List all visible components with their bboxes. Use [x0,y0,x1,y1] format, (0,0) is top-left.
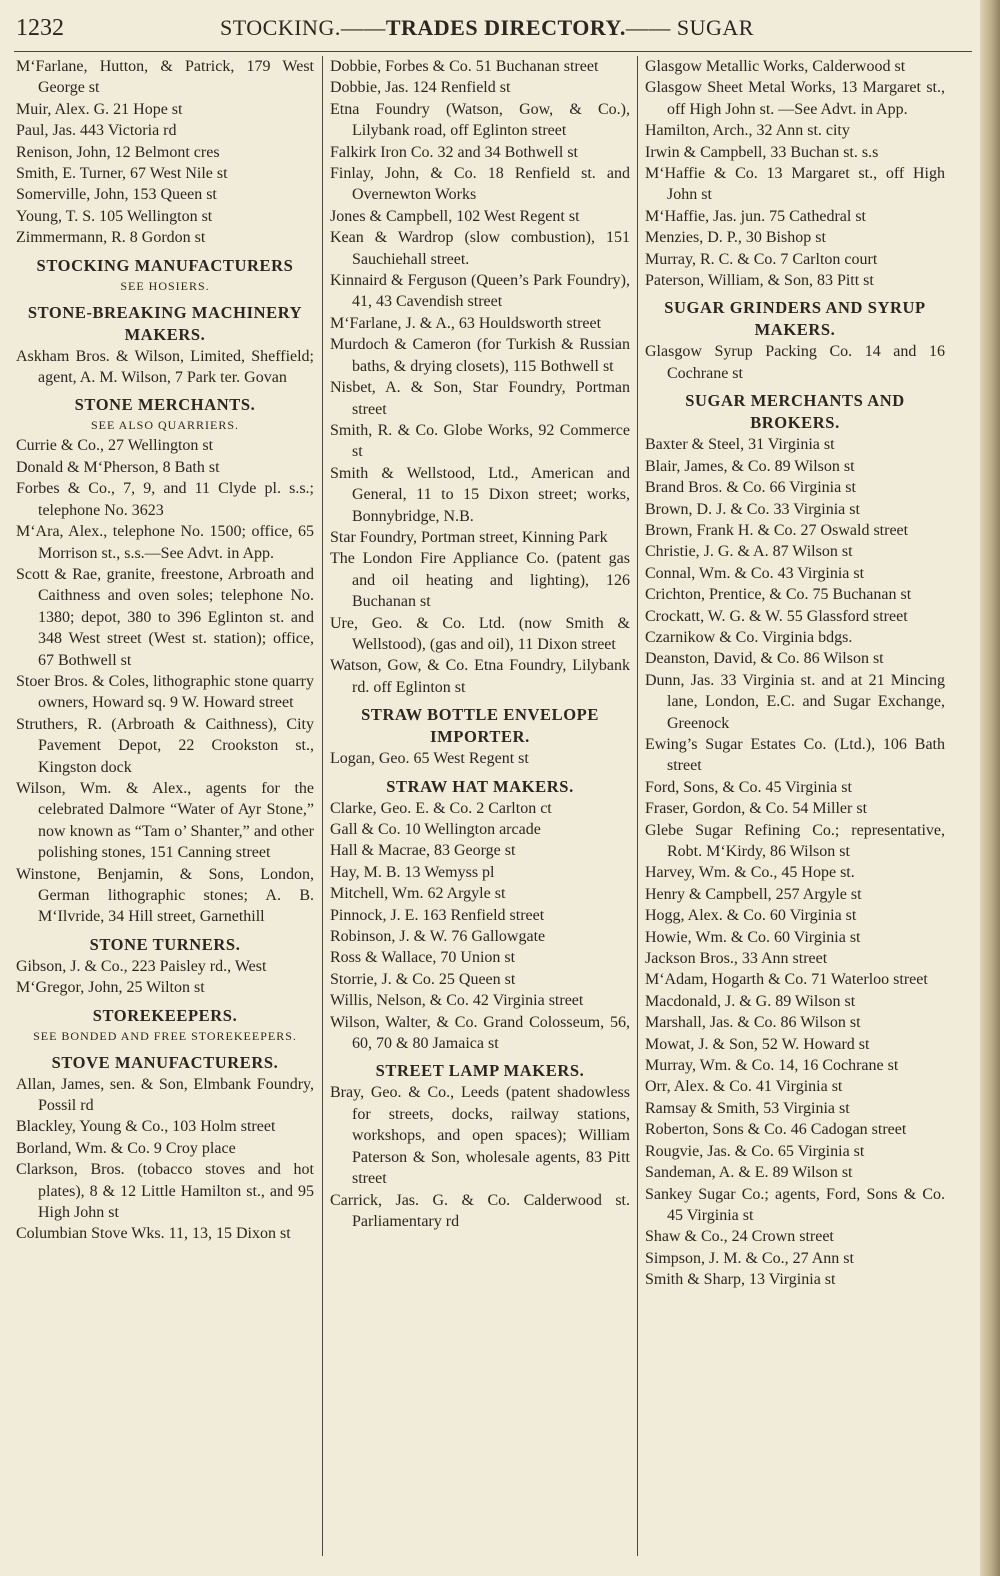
directory-entry: Smith, E. Turner, 67 West Nile st [16,165,228,183]
directory-entry: Brown, Frank H. & Co. 27 Oswald street [645,521,909,539]
directory-entry: Mitchell, Wm. 62 Argyle st [330,885,506,903]
directory-entry: Brown, D. J. & Co. 33 Virginia st [645,500,860,518]
directory-entry: Christie, J. G. & A. 87 Wilson st [645,543,853,561]
directory-entry: M‘Gregor, John, 25 Wilton st [16,979,205,997]
directory-entry: Hamilton, Arch., 32 Ann st. city [645,122,850,140]
directory-entry: Sankey Sugar Co.; agents, Ford, Sons & Co. 45 Virginia st [645,1185,945,1224]
section-heading: SUGAR MERCHANTS AND BROKERS. [685,391,905,433]
directory-entry: Ure, Geo. & Co. Ltd. (now Smith & Wellstood), (gas and oil), 11 Dixon street [330,614,630,653]
directory-entry: Baxter & Steel, 31 Virginia st [645,436,835,454]
directory-entry: Marshall, Jas. & Co. 86 Wilson st [645,1014,861,1032]
directory-entry: Rougvie, Jas. & Co. 65 Virginia st [645,1142,865,1160]
directory-entry: Forbes & Co., 7, 9, and 11 Clyde pl. s.s.; telephone No. 3623 [16,480,314,519]
directory-entry: Robinson, J. & W. 76 Gallowgate [330,928,546,946]
directory-entry: Roberton, Sons & Co. 46 Cadogan street [645,1121,907,1139]
section-heading: STRAW HAT MAKERS. [386,776,574,796]
directory-entry: Blair, James, & Co. 89 Wilson st [645,457,855,475]
column-1 [16,56,314,1566]
header-right-word: SUGAR [676,15,754,40]
directory-entry: Smith & Sharp, 13 Virginia st [645,1271,836,1289]
directory-entry: M‘Farlane, J. & A., 63 Houldsworth street [330,314,602,332]
section-heading: STOVE MANUFACTURERS. [51,1052,279,1072]
directory-entry: Smith & Wellstood, Ltd., American and General, 11 to 15 Dixon street; works, Bonnybridge, N.B. [330,464,630,525]
column-3 [645,56,945,1566]
directory-entry: M‘Adam, Hogarth & Co. 71 Waterloo street [645,971,928,989]
directory-entry: Blackley, Young & Co., 103 Holm street [16,1118,276,1136]
column-divider [637,56,638,1556]
directory-entry: Kean & Wardrop (slow combustion), 151 Sauchiehall street. [330,229,630,268]
directory-entry: Murray, R. C. & Co. 7 Carlton court [645,250,878,268]
directory-entry: Dobbie, Jas. 124 Renfield st [330,79,511,97]
directory-entry: Currie & Co., 27 Wellington st [16,437,214,455]
section-note: SEE BONDED AND FREE STOREKEEPERS. [33,1028,297,1043]
directory-entry: Czarnikow & Co. Virginia bdgs. [645,628,853,646]
directory-entry: Sandeman, A. & E. 89 Wilson st [645,1164,853,1182]
directory-entry: Carrick, Jas. G. & Co. Calderwood st. Parliamentary rd [330,1191,630,1230]
directory-entry: Irwin & Campbell, 33 Buchan st. s.s [645,143,879,161]
directory-entry: The London Fire Appliance Co. (patent gas and oil heating and lighting), 126 Buchanan st [330,550,630,611]
directory-entry: Macdonald, J. & G. 89 Wilson st [645,992,856,1010]
directory-entry: Glasgow Syrup Packing Co. 14 and 16 Cochrane st [645,343,945,382]
directory-entry: Bray, Geo. & Co., Leeds (patent shadowless for streets, docks, railway stations, workshops, and open spaces); William Paterson & Son, wholesale agents, 83 Pitt street [330,1084,630,1188]
directory-entry: Struthers, R. (Arbroath & Caithness), City Pavement Depot, 22 Crookston st., Kingston dock [16,715,314,776]
directory-entry: Storrie, J. & Co. 25 Queen st [330,970,516,988]
directory-entry: Dunn, Jas. 33 Virginia st. and at 21 Mincing lane, London, E.C. and Sugar Exchange, Greenock [645,671,945,732]
directory-entry: Nisbet, A. & Son, Star Foundry, Portman street [330,379,630,418]
directory-entry: Logan, Geo. 65 West Regent st [330,750,529,768]
directory-entry: Mowat, J. & Son, 52 W. Howard st [645,1035,870,1053]
directory-entry: Hay, M. B. 13 Wemyss pl [330,863,495,881]
directory-entry: Brand Bros. & Co. 66 Virginia st [645,479,856,497]
directory-entry: Allan, James, sen. & Son, Elmbank Foundry, Possil rd [16,1075,314,1115]
directory-entry: Harvey, Wm. & Co., 45 Hope st. [645,864,855,882]
directory-entry: Orr, Alex. & Co. 41 Virginia st [645,1078,843,1096]
section-heading: STONE-BREAKING MACHINERY MAKERS. [27,302,303,344]
directory-entry: Wilson, Wm. & Alex., agents for the celebrated Dalmore “Water of Ayr Stone,” now known as “Tam o’ Shanter,” and other polishing stones, 151 Canning street [16,779,314,862]
directory-entry: Murdoch & Cameron (for Turkish & Russian baths, & drying closets), 115 Bothwell st [330,336,630,375]
section-heading: STONE MERCHANTS. [74,395,256,415]
directory-entry: Howie, Wm. & Co. 60 Virginia st [645,928,861,946]
section-note: SEE ALSO QUARRIERS. [90,418,240,433]
directory-entry: Gall & Co. 10 Wellington arcade [330,821,541,838]
directory-entry: Simpson, J. M. & Co., 27 Ann st [645,1249,854,1267]
running-title: STOCKING.——TRADES DIRECTORY.—— SUGAR [220,15,754,40]
book-spine-edge [980,0,1000,1576]
directory-entry: Wilson, Walter, & Co. Grand Colosseum, 56, 60, 70 & 80 Jamaica st [330,1013,630,1053]
header-rule [14,51,972,52]
directory-entry: Stoer Bros. & Coles, lithographic stone quarry owners, Howard sq. 9 W. Howard street [16,672,314,712]
page-header [16,10,976,46]
directory-entry: Askham Bros. & Wilson, Limited, Sheffield; agent, A. M. Wilson, 7 Park ter. Govan [16,347,314,387]
directory-entry: Zimmermann, R. 8 Gordon st [16,229,206,247]
column-divider [322,56,323,1556]
directory-entry: Henry & Campbell, 257 Argyle st [645,885,862,903]
directory-entry: M‘Haffie, Jas. jun. 75 Cathedral st [645,207,866,225]
directory-entry: Young, T. S. 105 Wellington st [16,207,213,225]
directory-entry: Menzies, D. P., 30 Bishop st [645,229,826,247]
directory-entry: M‘Ara, Alex., telephone No. 1500; office, 65 Morrison st., s.s.—See Advt. in App. [16,523,314,562]
directory-entry: Fraser, Gordon, & Co. 54 Miller st [645,800,868,818]
directory-entry: Dobbie, Forbes & Co. 51 Buchanan street [330,58,599,75]
header-left-word: STOCKING. [220,15,341,40]
directory-entry: M‘Farlane, Hutton, & Patrick, 179 West George st [16,58,314,97]
directory-entry: Shaw & Co., 24 Crown street [645,1228,834,1246]
directory-entry: Paul, Jas. 443 Victoria rd [16,122,177,140]
directory-entry: Paterson, William, & Son, 83 Pitt st [645,272,874,290]
directory-entry: Kinnaird & Ferguson (Queen’s Park Foundry), 41, 43 Cavendish street [330,272,630,311]
directory-entry: Donald & M‘Pherson, 8 Bath st [16,458,220,476]
directory-entry: Crockatt, W. G. & W. 55 Glassford street [645,607,908,625]
directory-entry: Renison, John, 12 Belmont cres [16,143,220,161]
section-heading: STONE TURNERS. [89,934,241,954]
directory-entry: Clarkson, Bros. (tobacco stoves and hot plates), 8 & 12 Little Hamilton st., and 95 High John st [16,1161,314,1222]
directory-entry: Ford, Sons, & Co. 45 Virginia st [645,778,852,796]
section-note: SEE HOSIERS. [120,278,210,293]
directory-entry: M‘Haffie & Co. 13 Margaret st., off High John st [645,165,945,204]
directory-entry: Hall & Macrae, 83 George st [330,842,516,860]
page-number: 1232 [16,15,64,41]
section-heading: STRAW BOTTLE ENVELOPE IMPORTER. [361,705,599,747]
directory-entry: Etna Foundry (Watson, Gow, & Co.), Lilybank road, off Eglinton street [330,100,630,140]
directory-entry: Muir, Alex. G. 21 Hope st [16,100,183,118]
directory-entry: Columbian Stove Wks. 11, 13, 15 Dixon st [16,1225,291,1243]
directory-entry: Connal, Wm. & Co. 43 Virginia st [645,564,865,582]
directory-entry: Watson, Gow, & Co. Etna Foundry, Lilybank rd. off Eglinton st [330,657,630,696]
directory-entry: Jones & Campbell, 102 West Regent st [330,207,580,225]
directory-entry: Falkirk Iron Co. 32 and 34 Bothwell st [330,143,578,161]
section-heading: SUGAR GRINDERS AND SYRUP MAKERS. [664,298,926,340]
directory-entry: Glebe Sugar Refining Co.; representative, Robt. M‘Kirdy, 86 Wilson st [645,821,945,860]
directory-entry: Smith, R. & Co. Globe Works, 92 Commerce st [330,421,630,461]
section-heading: STREET LAMP MAKERS. [375,1061,585,1081]
section-heading: STOCKING MANUFACTURERS [36,255,294,275]
directory-entry: Hogg, Alex. & Co. 60 Virginia st [645,907,857,925]
directory-entry: Winstone, Benjamin, & Sons, London, German lithographic stones; A. B. M‘Ilvride, 34 Hill street, Garnethill [16,865,314,926]
directory-entry: Glasgow Metallic Works, Calderwood st [645,58,906,75]
directory-entry: Gibson, J. & Co., 223 Paisley rd., West [16,957,267,975]
directory-entry: Star Foundry, Portman street, Kinning Park [330,528,608,546]
directory-entry: Somerville, John, 153 Queen st [16,186,217,204]
directory-entry: Crichton, Prentice, & Co. 75 Buchanan st [645,586,912,604]
directory-entry: Glasgow Sheet Metal Works, 13 Margaret st., off High John st. —See Advt. in App. [645,79,945,118]
directory-entry: Scott & Rae, granite, freestone, Arbroath and Caithness and oven soles; telephone No. 1380; depot, 380 to 396 Eglinton st. and 348 West street (West st. station); office, 67 Bothwell st [16,565,314,669]
directory-entry: Borland, Wm. & Co. 9 Croy place [16,1139,236,1157]
column-2 [330,56,630,1566]
directory-entry: Finlay, John, & Co. 18 Renfield st. and Overnewton Works [330,165,630,204]
directory-entry: Deanston, David, & Co. 86 Wilson st [645,650,884,668]
directory-entry: Murray, Wm. & Co. 14, 16 Cochrane st [645,1057,899,1075]
directory-entry: Ramsay & Smith, 53 Virginia st [645,1099,850,1117]
directory-entry: Ross & Wallace, 70 Union st [330,949,516,967]
directory-entry: Ewing’s Sugar Estates Co. (Ltd.), 106 Bath street [645,735,945,775]
section-heading: STOREKEEPERS. [92,1005,238,1025]
directory-entry: Clarke, Geo. E. & Co. 2 Carlton ct [330,799,552,817]
header-center-title: TRADES DIRECTORY. [385,15,626,40]
directory-entry: Jackson Bros., 33 Ann street [645,950,828,968]
directory-entry: Willis, Nelson, & Co. 42 Virginia street [330,992,584,1010]
directory-entry: Pinnock, J. E. 163 Renfield street [330,906,545,924]
